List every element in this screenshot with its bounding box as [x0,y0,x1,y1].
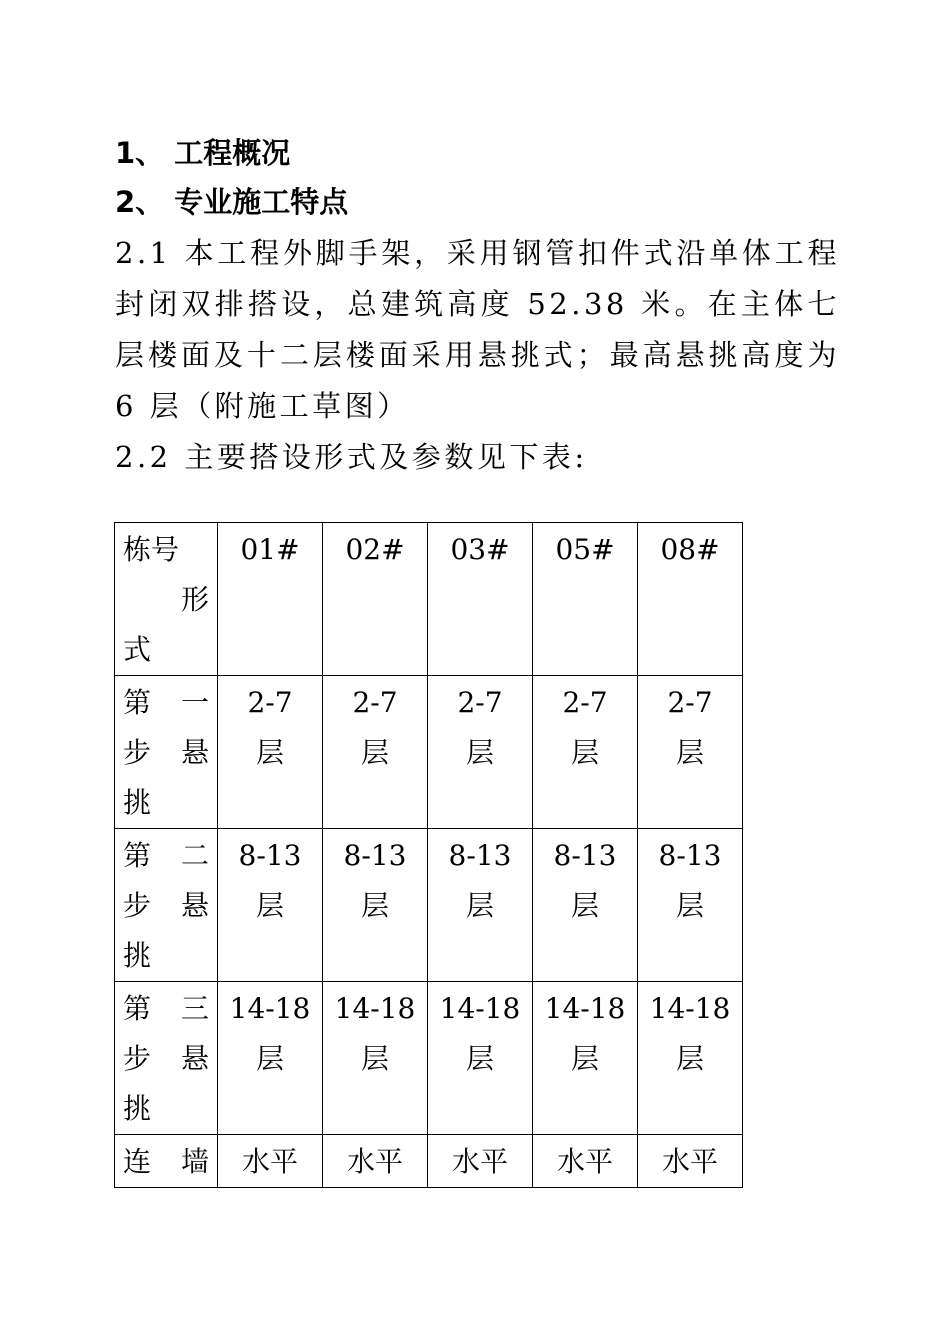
table-cell: 14-18 层 [638,982,743,1135]
table-cell: 水平 [323,1135,428,1188]
row-label-char: 悬 [180,1042,209,1075]
table-cell: 8-13 层 [533,829,638,982]
row-label-cell [115,982,218,1135]
table-cell: 水平 [533,1135,638,1188]
table-cell: 14-18 层 [218,982,323,1135]
corner-label-form: 形 [180,583,209,616]
row-label-char: 挑 [123,939,152,972]
table-row [115,829,743,982]
table-cell: 8-13 层 [323,829,428,982]
table-cell: 水平 [218,1135,323,1188]
table-cell: 2-7 层 [323,676,428,829]
row-label-char: 挑 [123,786,152,819]
column-header: 03# [428,523,533,676]
row-label-cell [115,1135,218,1188]
corner-label-building: 栋号 [123,533,180,566]
table-header-row [115,523,743,676]
row-label-char: 步 [123,736,152,769]
table-cell: 2-7 层 [428,676,533,829]
row-label-cell [115,829,218,982]
table-cell: 8-13 层 [638,829,743,982]
row-label-char: 步 [123,1042,152,1075]
table-cell: 2-7 层 [533,676,638,829]
table-cell: 14-18 层 [323,982,428,1135]
table-cell: 14-18 层 [533,982,638,1135]
column-header: 08# [638,523,743,676]
row-label-char: 二 [180,839,209,872]
section-heading-features: 2、 专业施工特点 [115,185,349,219]
paragraph-2-1: 2.1 本工程外脚手架，采用钢管扣件式沿单体工程封闭双排搭设，总建筑高度 52.38 米。在主体七层楼面及十二层楼面采用悬挑式；最高悬挑高度为 6 层（附施工草图） [115,236,840,423]
paragraph-2-2: 2.2 主要搭设形式及参数见下表: [115,440,588,474]
row-label-char: 第 [123,686,152,719]
table-cell: 水平 [428,1135,533,1188]
row-label-char: 第 [123,992,152,1025]
row-label-char: 一 [180,686,209,719]
table-cell: 8-13 层 [218,829,323,982]
table-cell: 2-7 层 [218,676,323,829]
row-label-cell [115,676,218,829]
row-label-char: 悬 [180,889,209,922]
table-cell: 水平 [638,1135,743,1188]
table-cell: 8-13 层 [428,829,533,982]
row-label-char: 第 [123,839,152,872]
row-label-char: 挑 [123,1092,152,1125]
corner-label-type: 式 [123,633,152,666]
column-header: 02# [323,523,428,676]
row-label-char: 墙 [180,1145,209,1178]
row-label-char: 悬 [180,736,209,769]
table-cell: 2-7 层 [638,676,743,829]
column-header: 01# [218,523,323,676]
row-label-char: 连 [123,1145,152,1178]
column-header: 05# [533,523,638,676]
table-row [115,1135,743,1188]
table-corner-cell [115,523,218,676]
section-heading-overview: 1、 工程概况 [115,136,291,170]
table-row [115,676,743,829]
row-label-char: 三 [180,992,209,1025]
scaffold-parameter-table [114,522,743,1188]
table-cell: 14-18 层 [428,982,533,1135]
row-label-char: 步 [123,889,152,922]
table-row [115,982,743,1135]
